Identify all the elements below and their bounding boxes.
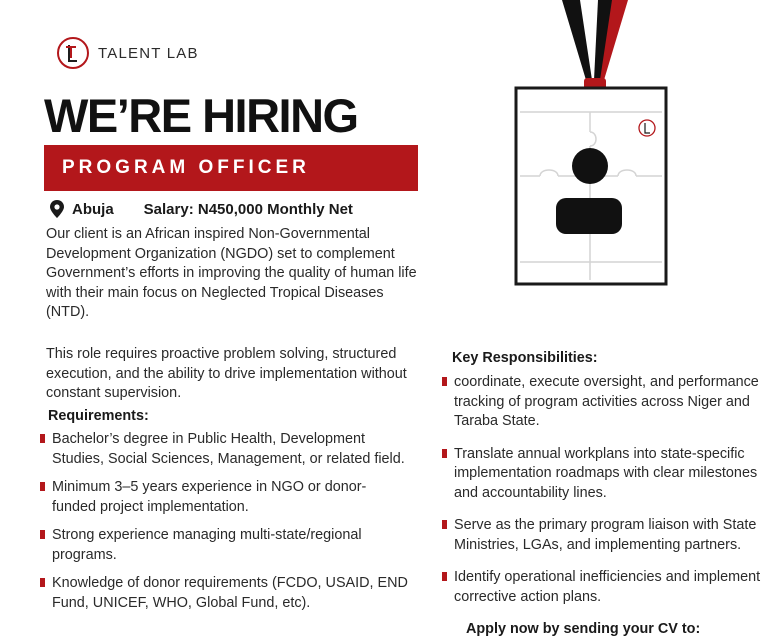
page-title: WE’RE HIRING [44, 89, 358, 142]
salary-text: Salary: N450,000 Monthly Net [143, 200, 353, 218]
list-item [440, 516, 768, 555]
bullet-icon [40, 434, 45, 443]
list-item [440, 373, 768, 432]
role-title: PROGRAM OFFICER [62, 157, 310, 178]
map-pin-icon [50, 200, 64, 218]
requirements-list [38, 430, 410, 622]
list-item [440, 445, 768, 504]
bullet-icon [442, 520, 447, 529]
list-item-text: Translate annual workplans into state-specific implementation roadmaps with clear milestones and accountability lines. [454, 445, 758, 501]
responsibilities-list [440, 373, 768, 620]
bullet-icon [40, 530, 45, 539]
list-item [38, 430, 410, 469]
list-item-text: Knowledge of donor requirements (FCDO, USAID, END Fund, UNICEF, WHO, Global Fund, etc). [52, 575, 408, 611]
bullet-icon [442, 572, 447, 581]
bullet-icon [442, 377, 447, 386]
bullet-icon [40, 578, 45, 587]
brand-name: TALENT LAB [98, 44, 199, 62]
role-description: This role requires proactive problem solving, structured execution, and the ability to drive implementation without constant supervision. [46, 346, 407, 401]
talent-lab-logo-icon [56, 36, 90, 70]
list-item [38, 574, 410, 613]
brand-logo [56, 36, 199, 70]
list-item-text: Bachelor’s degree in Public Health, Development Studies, Social Sciences, Management, or related field. [52, 431, 405, 467]
list-item-text: Serve as the primary program liaison with State Ministries, LGAs, and implementing partners. [454, 517, 757, 553]
apply-instruction: Apply now by sending your CV to: [466, 621, 701, 637]
responsibilities-heading: Key Responsibilities: [452, 350, 598, 366]
bullet-icon [442, 449, 447, 458]
id-badge-puzzle-person-icon [500, 0, 690, 290]
list-item [38, 478, 410, 517]
list-item-text: Identify operational inefficiencies and implement corrective action plans. [454, 569, 761, 605]
role-banner [44, 145, 418, 191]
list-item-text: coordinate, execute oversight, and performance tracking of program activities across Niger and Taraba State. [454, 374, 759, 429]
list-item-text: Minimum 3–5 years experience in NGO or donor-funded project implementation. [52, 479, 367, 515]
job-meta [50, 200, 353, 218]
requirements-heading: Requirements: [48, 408, 149, 424]
list-item [38, 526, 410, 565]
list-item-text: Strong experience managing multi-state/regional programs. [52, 527, 362, 563]
bullet-icon [40, 482, 45, 491]
location-text: Abuja [72, 200, 114, 218]
intro-paragraph: Our client is an African inspired Non-Governmental Development Organization (NGDO) set to complement Government’s efforts in improving the quality of human life with their main focus on Neglected Tropical Diseases (NTD). [46, 226, 417, 320]
list-item [440, 568, 768, 607]
